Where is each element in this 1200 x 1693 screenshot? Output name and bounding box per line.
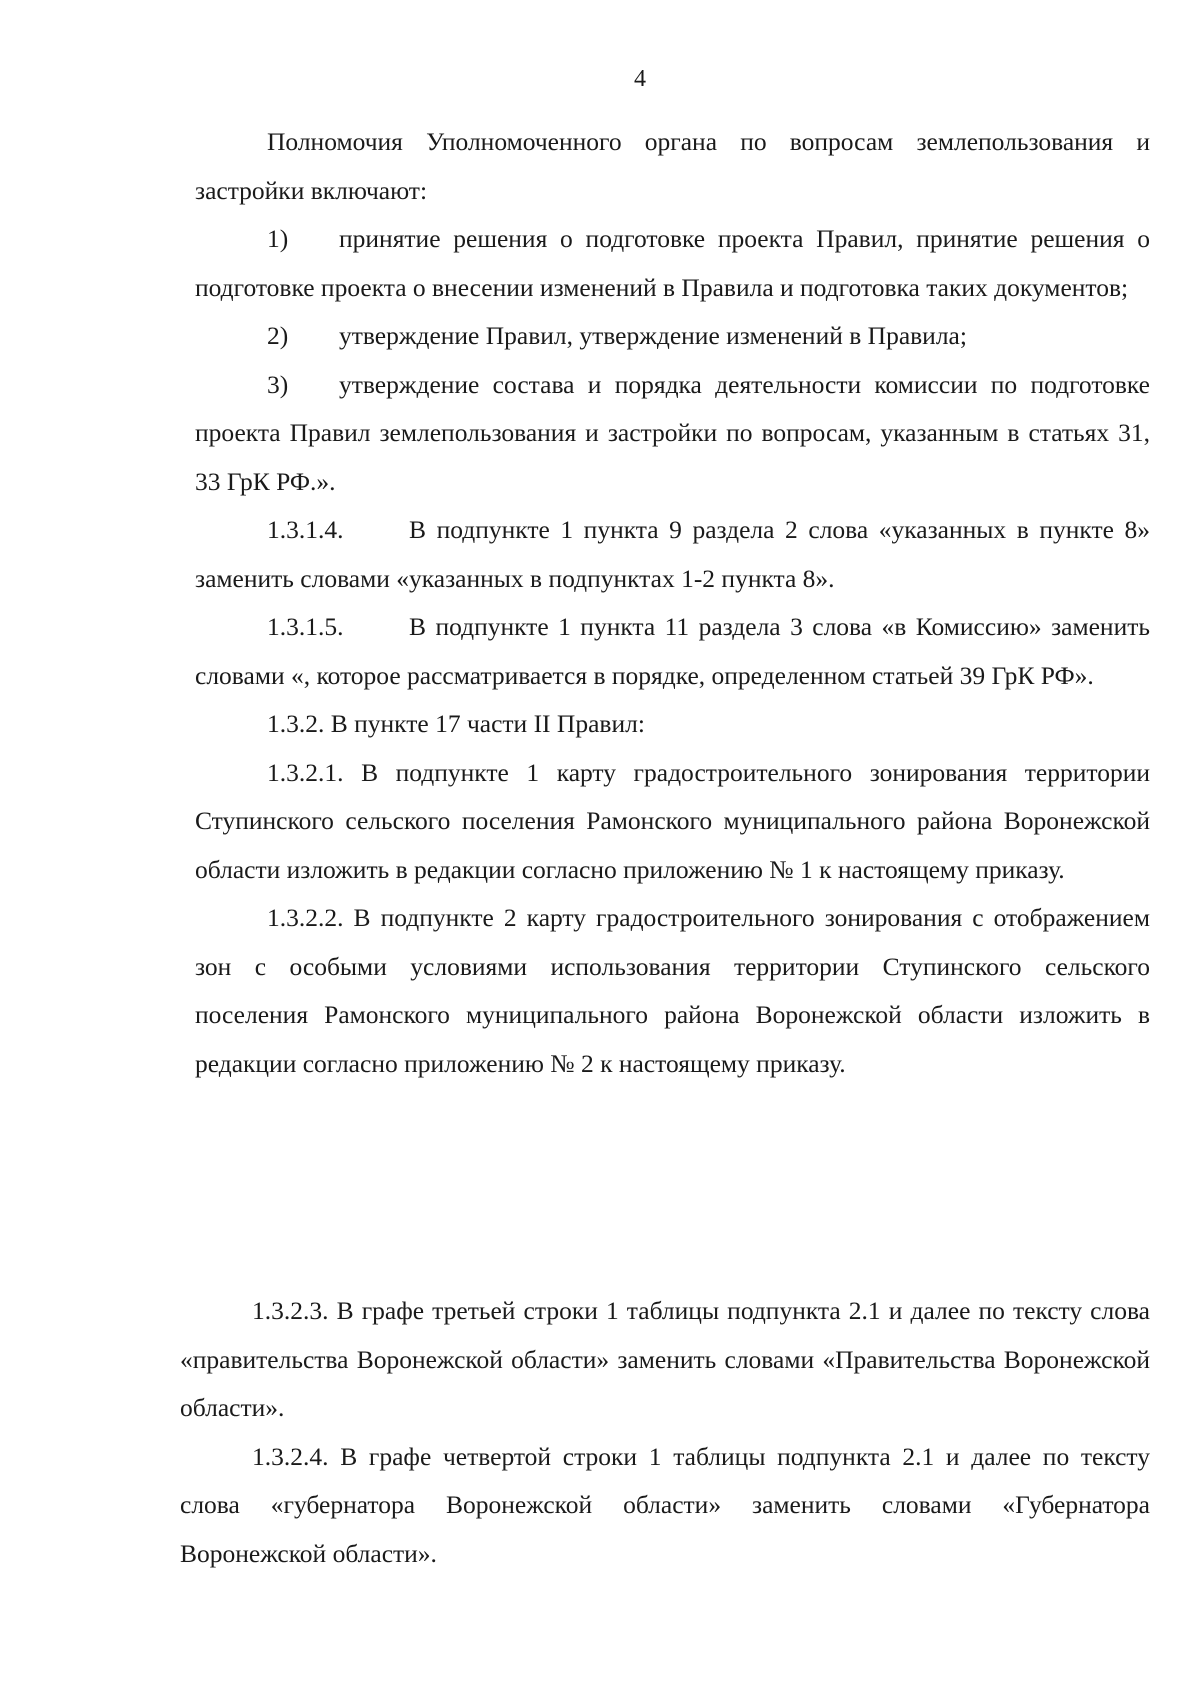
page-number: 4 — [634, 66, 646, 92]
list-marker-3: 3) — [267, 369, 289, 399]
paragraph-1-3-2-3: 1.3.2.3. В графе третьей строки 1 таблицы подпункта 2.1 и далее по тексту слова «правительства Воронежской области» заменить словами «Правительства Воронежской области». — [180, 1296, 1150, 1422]
list-item-2 — [195, 312, 1150, 361]
list-marker-2: 2) — [267, 321, 289, 350]
clause-text-1-3-1-5: В подпункте 1 пункта 11 раздела 3 слова «в Комиссию» заменить словами «, которое рассматривается в порядке, определенном статьей 39 ГрК РФ». — [195, 612, 1150, 690]
paragraph-1-3-2-1: 1.3.2.1. В подпункте 1 карту градостроительного зонирования территории Ступинского сельского поселения Рамонского муниципального района Воронежской области изложить в редакции согласно приложению № 1 к настоящему приказу. — [195, 757, 1150, 884]
list-marker-1: 1) — [267, 224, 289, 253]
list-text-2: утверждение Правил, утверждение изменений в Правила; — [339, 321, 967, 350]
paragraph-1-3-1-5 — [195, 603, 1150, 700]
document-body-lower — [180, 1287, 1150, 1578]
clause-text-1-3-1-4: В подпункте 1 пункта 9 раздела 2 слова «указанных в пункте 8» заменить словами «указанных в подпунктах 1-2 пункта 8». — [195, 515, 1150, 593]
paragraph-intro: Полномочия Уполномоченного органа по вопросам землепользования и застройки включают: — [195, 127, 1150, 205]
list-text-1: принятие решения о подготовке проекта Правил, принятие решения о подготовке проекта о внесении изменений в Правила и подготовка таких документов; — [195, 224, 1150, 302]
paragraph-1-3-2: 1.3.2. В пункте 17 части II Правил: — [267, 709, 645, 738]
paragraph-1-3-2-4: 1.3.2.4. В графе четвертой строки 1 таблицы подпункта 2.1 и далее по тексту слова «губернатора Воронежской области» заменить словами «Губернатора Воронежской области». — [180, 1441, 1150, 1568]
paragraph-1-3-1-4 — [195, 506, 1150, 603]
document-body-upper — [195, 118, 1150, 1088]
list-item-1 — [195, 215, 1150, 312]
paragraph-1-3-2-2: 1.3.2.2. В подпункте 2 карту градостроительного зонирования с отображением зон с особыми условиями использования территории Ступинского сельского поселения Рамонского муниципального района Воронежской области изложить в редакции согласно приложению № 2 к настоящему приказу. — [195, 903, 1150, 1078]
clause-marker-1-3-1-4: 1.3.1.4. — [267, 515, 344, 544]
clause-marker-1-3-1-5: 1.3.1.5. — [267, 612, 344, 641]
list-text-3: утверждение состава и порядка деятельности комиссии по подготовке проекта Правил землепользования и застройки по вопросам, указанным в статьях 31, 33 ГрК РФ.». — [195, 369, 1150, 496]
list-item-3 — [195, 361, 1150, 507]
